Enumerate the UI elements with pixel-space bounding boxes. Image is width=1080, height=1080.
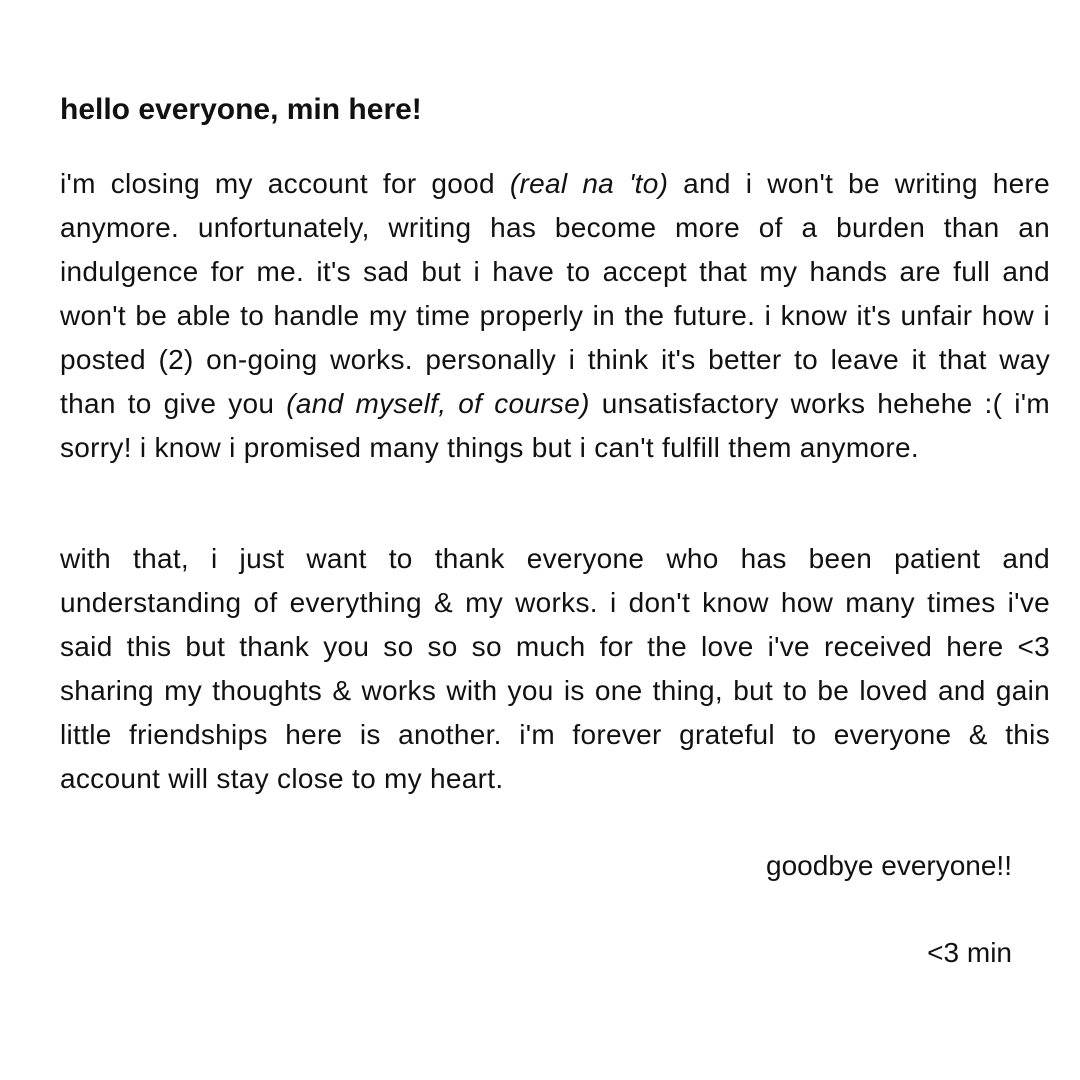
goodbye-line: goodbye everyone!! (766, 850, 1012, 881)
paragraph1-text-a: i'm closing my account for good (60, 168, 510, 199)
greeting-heading: hello everyone, min here! (60, 93, 422, 126)
signature: <3 min (927, 937, 1012, 968)
paragraph-thanks: with that, i just want to thank everyone who has been patient and understanding of everything & my works. i don't know how many times i've said this but thank you so so so much for the love i've received here <3 sharing my thoughts & works with you is one thing, but to be loved and gain little friendships here is another. i'm forever grateful to everyone & this account will stay close to my heart. (60, 543, 1050, 794)
paragraph1-aside-b: (and myself, of course) (286, 388, 590, 419)
paragraph-closing-account (60, 162, 1050, 470)
paragraph1-aside-a: (real na 'to) (509, 168, 669, 199)
paragraph1-text-b: and i won't be writing here anymore. unfortunately, writing has become more of a burden than an indulgence for me. it's sad but i have to accept that my hands are full and won't be able to handle my time properly in the future. i know it's unfair how i posted (2) on-going works. personally i think it's better to leave it that way than to give you (60, 168, 1051, 419)
letter-page (60, 0, 1050, 1080)
paragraph1-text-c: unsatisfactory works hehehe :( i'm sorry! i know i promised many things but i can't fulfill them anymore. (60, 388, 1050, 463)
